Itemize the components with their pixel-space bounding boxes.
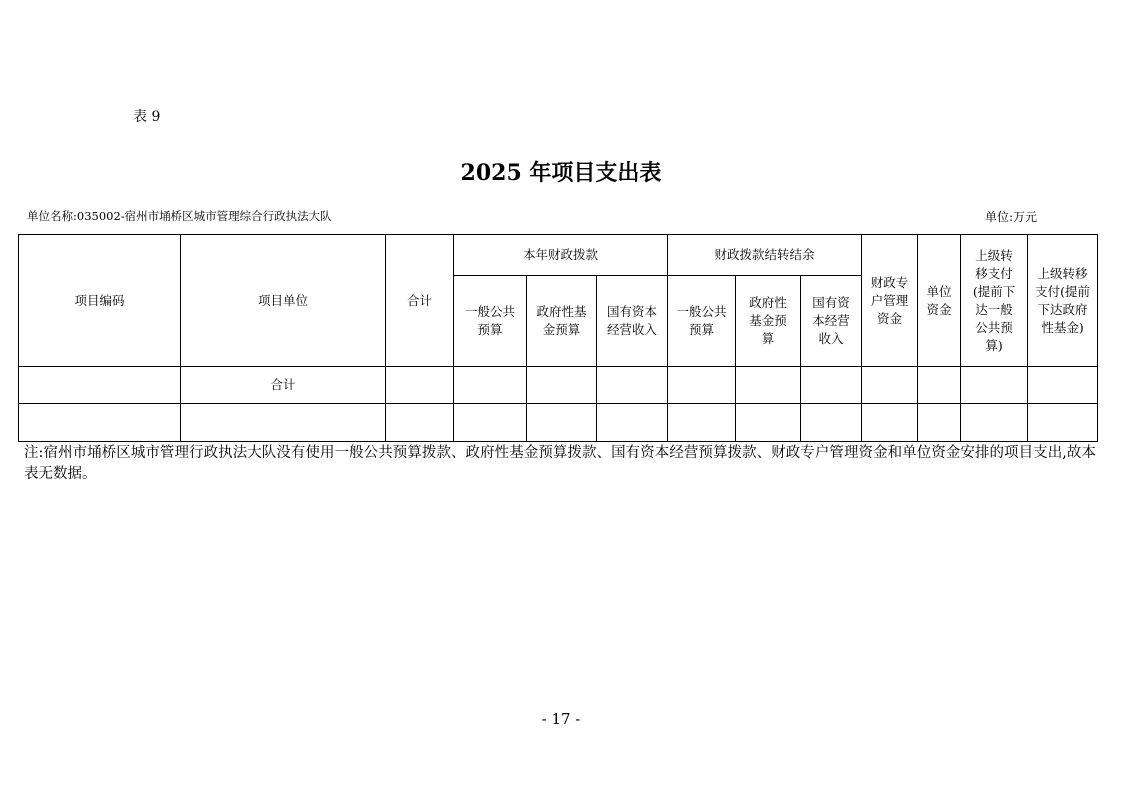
- table-cell: [597, 367, 668, 404]
- header-cy-general-budget: 一般公共预算: [464, 304, 515, 337]
- unit-measure-label: 单位:万元: [985, 210, 1038, 224]
- header-project-code: 项目编码: [19, 235, 181, 367]
- unit-name-label: 单位名称:035002-宿州市埇桥区城市管理综合行政执法大队: [27, 209, 332, 223]
- table-cell: [597, 404, 668, 442]
- table-cell: [736, 367, 801, 404]
- table-cell: [862, 404, 918, 442]
- table-cell: [527, 404, 597, 442]
- header-total: 合计: [386, 235, 454, 367]
- table-cell: [961, 367, 1028, 404]
- header-transfer-gov-fund: 上级转移支付(提前下达政府性基金): [1035, 265, 1090, 335]
- table-cell: [918, 404, 961, 442]
- table-cell: [181, 404, 386, 442]
- header-project-unit: 项目单位: [181, 235, 386, 367]
- table-number-label: 表 9: [133, 109, 161, 125]
- table-row: [19, 404, 1098, 442]
- header-co-state-capital: 国有资本经营收入: [812, 295, 850, 346]
- table-cell: [1028, 367, 1098, 404]
- project-expenditure-table: [18, 234, 1098, 442]
- header-current-year-funding: 本年财政拨款: [454, 235, 668, 276]
- table-row: [19, 367, 1098, 404]
- table-cell: [736, 404, 801, 442]
- table-cell: [862, 367, 918, 404]
- table-cell: [918, 367, 961, 404]
- table-cell: [961, 404, 1028, 442]
- header-special-fund: 财政专户管理资金: [870, 274, 909, 326]
- table-cell: [668, 367, 736, 404]
- header-co-general-budget: 一般公共预算: [676, 304, 727, 337]
- table-cell: [19, 404, 181, 442]
- header-transfer-general: 上级转移支付(提前下达一般公共预算): [972, 247, 1016, 353]
- table-cell: [801, 404, 862, 442]
- header-cy-gov-fund: 政府性基金预算: [536, 304, 587, 337]
- table-cell: [19, 367, 181, 404]
- table-cell: [386, 367, 454, 404]
- table-cell: [527, 367, 597, 404]
- header-cy-state-capital: 国有资本经营收入: [606, 304, 657, 337]
- header-co-gov-fund: 政府性基金预算: [749, 295, 787, 346]
- page-number: - 17 -: [541, 710, 581, 728]
- page-title: 2025 年项目支出表: [460, 160, 662, 186]
- table-cell: [801, 367, 862, 404]
- table-cell: [668, 404, 736, 442]
- header-carryover-funding: 财政拨款结转结余: [668, 235, 862, 276]
- table-cell: 合计: [181, 367, 386, 404]
- table-cell: [386, 404, 454, 442]
- table-cell: [1028, 404, 1098, 442]
- table-cell: [454, 404, 527, 442]
- footnote: 注:宿州市埇桥区城市管理行政执法大队没有使用一般公共预算拨款、政府性基金预算拨款、国有资本经营预算拨款、财政专户管理资金和单位资金安排的项目支出,故本表无数据。: [24, 445, 1096, 482]
- table-cell: [454, 367, 527, 404]
- header-unit-fund: 单位资金: [926, 283, 952, 317]
